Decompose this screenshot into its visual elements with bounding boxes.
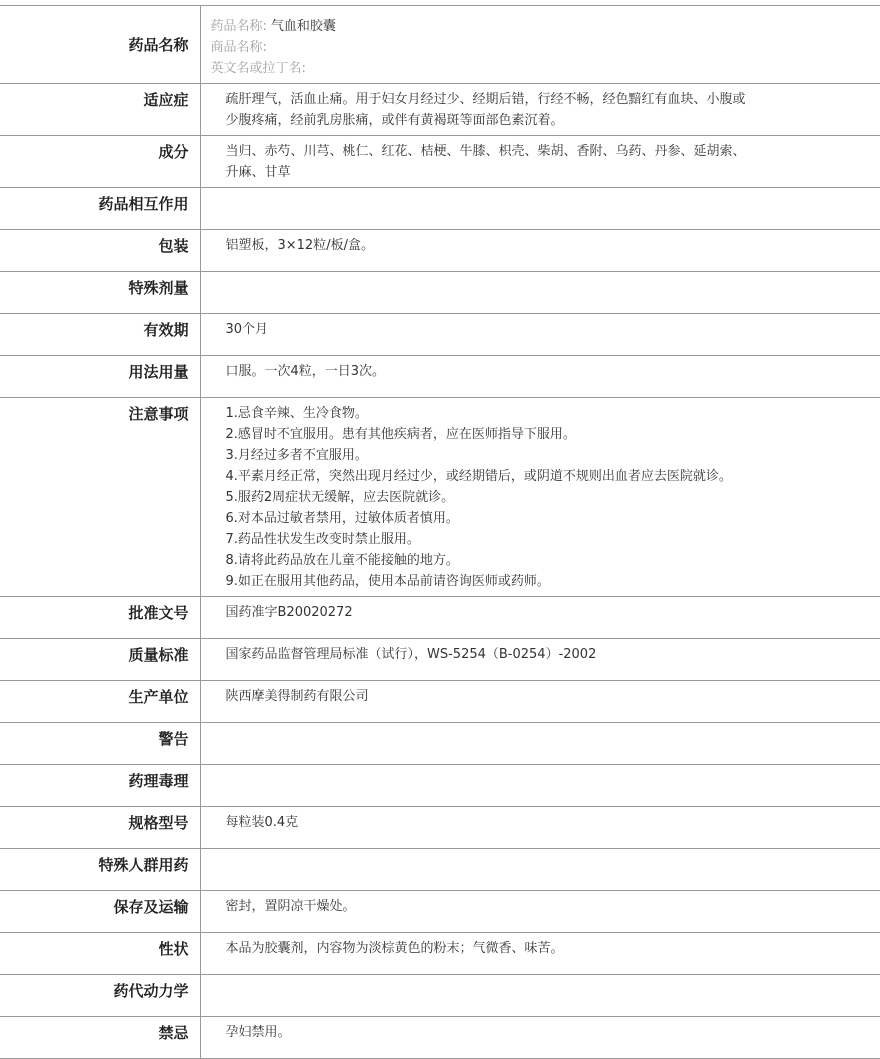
spec-row [0,84,880,136]
spec-value-line: 每粒装0.4克 [226,812,880,833]
spec-row-label: 注意事项 [0,398,200,597]
spec-row [0,849,880,891]
spec-value-line: 4.平素月经正常，突然出现月经过少，或经期错后，或阴道不规则出血者应去医院就诊。 [226,466,880,487]
spec-row-label: 适应症 [0,84,200,136]
trade-name-key: 商品名称: [211,40,267,55]
spec-row [0,1017,880,1059]
spec-row-value [200,807,880,849]
spec-row [0,933,880,975]
spec-row-value [200,639,880,681]
spec-row-value [200,84,880,136]
spec-row-label: 包装 [0,230,200,272]
spec-row [0,272,880,314]
spec-row-value [200,891,880,933]
spec-row-value [200,356,880,398]
spec-value-line: 5.服药2周症状无缓解，应去医院就诊。 [226,487,880,508]
spec-row-label: 药理毒理 [0,765,200,807]
spec-row [0,356,880,398]
spec-row-value [200,314,880,356]
spec-row [0,765,880,807]
spec-value-line: 孕妇禁用。 [226,1022,880,1043]
spec-row-label: 有效期 [0,314,200,356]
spec-row [0,723,880,765]
spec-row-label: 生产单位 [0,681,200,723]
spec-value-line: 当归、赤芍、川芎、桃仁、红花、桔梗、牛膝、枳壳、柴胡、香附、乌药、丹参、延胡索、 [226,141,880,162]
spec-value-line: 7.药品性状发生改变时禁止服用。 [226,529,880,550]
english-name-key: 英文名或拉丁名: [211,61,306,76]
generic-name-line [211,16,880,37]
drug-name-label: 药品名称 [0,6,200,84]
spec-value-line: 铝塑板，3×12粒/板/盒。 [226,235,880,256]
spec-row-value [200,188,880,230]
spec-row [0,597,880,639]
drug-spec-table [0,5,880,1059]
spec-row-label: 特殊人群用药 [0,849,200,891]
spec-row [0,807,880,849]
spec-value-line: 本品为胶囊剂，内容物为淡棕黄色的粉末；气微香、味苦。 [226,938,880,959]
spec-row-label: 成分 [0,136,200,188]
spec-row-value [200,681,880,723]
spec-row-value [200,975,880,1017]
spec-row [0,136,880,188]
spec-row-value [200,597,880,639]
spec-row [0,398,880,597]
spec-row-value [200,933,880,975]
spec-row-label: 特殊剂量 [0,272,200,314]
spec-row [0,975,880,1017]
spec-row-value [200,849,880,891]
spec-row-label: 药代动力学 [0,975,200,1017]
spec-value-line: 国家药品监督管理局标准（试行），WS-5254（B-0254）-2002 [226,644,880,665]
spec-row [0,891,880,933]
spec-row-label: 药品相互作用 [0,188,200,230]
spec-row-drug-name [0,6,880,84]
spec-row-value [200,1017,880,1059]
spec-row-label: 性状 [0,933,200,975]
spec-row [0,681,880,723]
english-name-line [211,58,880,79]
spec-row-value [200,398,880,597]
spec-row-label: 质量标准 [0,639,200,681]
spec-row-value [200,765,880,807]
spec-table-body [0,6,880,1059]
trade-name-line [211,37,880,58]
spec-row-value [200,136,880,188]
spec-row-label: 用法用量 [0,356,200,398]
spec-value-line: 密封，置阴凉干燥处。 [226,896,880,917]
spec-value-line: 9.如正在服用其他药品，使用本品前请咨询医师或药师。 [226,571,880,592]
spec-row-value [200,723,880,765]
spec-row-label: 禁忌 [0,1017,200,1059]
spec-value-line: 8.请将此药品放在儿童不能接触的地方。 [226,550,880,571]
spec-row-label: 批准文号 [0,597,200,639]
spec-row [0,639,880,681]
spec-row [0,188,880,230]
generic-name-key: 药品名称: [211,19,267,34]
spec-row-value [200,230,880,272]
spec-value-line: 2.感冒时不宜服用。患有其他疾病者，应在医师指导下服用。 [226,424,880,445]
spec-value-line: 陕西摩美得制药有限公司 [226,686,880,707]
spec-row [0,230,880,272]
spec-row [0,314,880,356]
spec-value-line: 国药准字B20020272 [226,602,880,623]
spec-value-line: 30个月 [226,319,880,340]
spec-value-line: 少腹疼痛，经前乳房胀痛，或伴有黄褐斑等面部色素沉着。 [226,110,880,131]
spec-value-line: 口服。一次4粒，一日3次。 [226,361,880,382]
drug-name-value [200,6,880,84]
spec-row-label: 警告 [0,723,200,765]
spec-value-line: 疏肝理气，活血止痛。用于妇女月经过少、经期后错，行经不畅，经色黯红有血块、小腹或 [226,89,880,110]
spec-row-label: 保存及运输 [0,891,200,933]
spec-value-line: 升麻、甘草 [226,162,880,183]
spec-row-label: 规格型号 [0,807,200,849]
spec-value-line: 1.忌食辛辣、生冷食物。 [226,403,880,424]
generic-name-value: 气血和胶囊 [271,19,336,34]
spec-value-line: 3.月经过多者不宜服用。 [226,445,880,466]
spec-value-line: 6.对本品过敏者禁用，过敏体质者慎用。 [226,508,880,529]
spec-row-value [200,272,880,314]
